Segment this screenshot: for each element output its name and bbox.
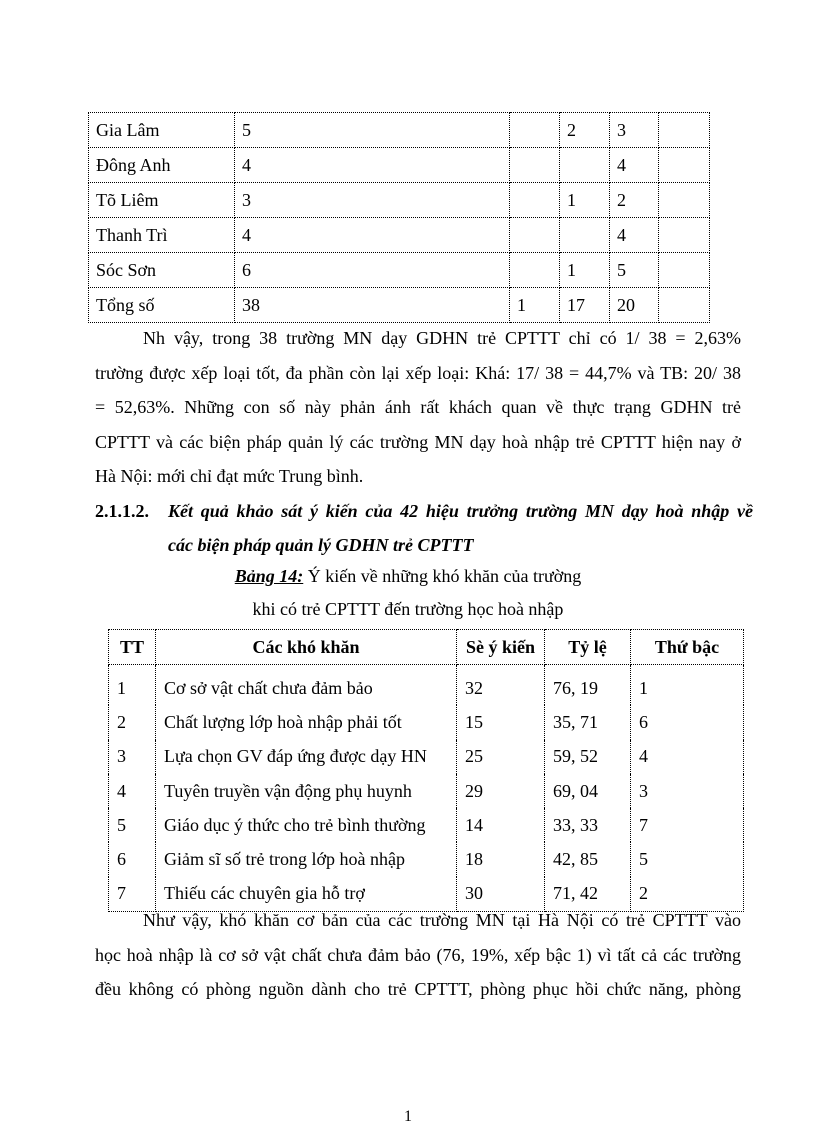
paragraph-line: trường được xếp loại tốt, đa phần còn lại xếp loại: Khá: 17/ 38 = 44,7% và TB: 20/ 38 bbox=[95, 362, 741, 383]
table-cell: 3 bbox=[109, 740, 156, 774]
table-cell: 7 bbox=[631, 808, 744, 842]
table-row bbox=[89, 218, 710, 253]
table-cell: 33, 33 bbox=[545, 808, 631, 842]
heading-line-2: các biện pháp quản lý GDHN trẻ CPTTT bbox=[168, 535, 474, 555]
table-cell bbox=[659, 113, 710, 148]
table-cell bbox=[659, 148, 710, 183]
table-cell: 25 bbox=[457, 740, 545, 774]
table-cell: 14 bbox=[457, 808, 545, 842]
table-row bbox=[109, 842, 744, 876]
table-cell: 38 bbox=[235, 288, 510, 323]
table-label: Bảng 14: bbox=[234, 566, 304, 586]
column-header: Tỷ lệ bbox=[545, 630, 631, 665]
table-cell: 2 bbox=[109, 705, 156, 739]
table-cell bbox=[510, 113, 560, 148]
table-row bbox=[109, 740, 744, 774]
table-row bbox=[89, 253, 710, 288]
table-cell: Thanh Trì bbox=[89, 218, 235, 253]
table-cell: 6 bbox=[631, 705, 744, 739]
column-header: Sè ý kiến bbox=[457, 630, 545, 665]
column-header: Thứ bậc bbox=[631, 630, 744, 665]
table-cell: Giảm sĩ số trẻ trong lớp hoà nhập bbox=[156, 842, 457, 876]
table-cell: 1 bbox=[560, 253, 610, 288]
table-cell: 7 bbox=[109, 877, 156, 912]
table-cell: Cơ sở vật chất chưa đảm bảo bbox=[156, 665, 457, 706]
table-row bbox=[109, 774, 744, 808]
table-cell: 3 bbox=[631, 774, 744, 808]
table-cell: 32 bbox=[457, 665, 545, 706]
paragraph-line: đều không có phòng nguồn dành cho trẻ CPTTT, phòng phục hồi chức năng, phòng bbox=[95, 979, 741, 999]
table-cell: Lựa chọn GV đáp ứng được dạy HN bbox=[156, 740, 457, 774]
paragraph-line: CPTTT và các biện pháp quản lý các trường MN dạy hoà nhập trẻ CPTTT hiện nay ở bbox=[95, 431, 741, 452]
table-cell bbox=[659, 288, 710, 323]
paragraph-line: Nh vậy, trong 38 trường MN dạy GDHN trẻ CPTTT chỉ có 1/ 38 = 2,63% bbox=[143, 328, 741, 348]
table-cell bbox=[560, 218, 610, 253]
table-cell: 4 bbox=[109, 774, 156, 808]
table-cell bbox=[510, 183, 560, 218]
table-cell: 4 bbox=[610, 218, 659, 253]
table-cell bbox=[659, 218, 710, 253]
table-cell: 2 bbox=[610, 183, 659, 218]
table-header-row bbox=[109, 630, 744, 665]
table-row bbox=[109, 808, 744, 842]
table-row bbox=[89, 183, 710, 218]
table-cell: 5 bbox=[610, 253, 659, 288]
table-cell: 4 bbox=[631, 740, 744, 774]
table-cell: Tuyên truyền vận động phụ huynh bbox=[156, 774, 457, 808]
table-cell: 1 bbox=[109, 665, 156, 706]
table-cell: Thiếu các chuyên gia hỗ trợ bbox=[156, 877, 457, 912]
table-row bbox=[89, 148, 710, 183]
table-cell bbox=[659, 253, 710, 288]
table-cell: 5 bbox=[631, 842, 744, 876]
table-cell bbox=[510, 148, 560, 183]
table-row bbox=[89, 113, 710, 148]
table-cell: 4 bbox=[610, 148, 659, 183]
table-cell: 1 bbox=[631, 665, 744, 706]
page-number: 1 bbox=[404, 1108, 412, 1125]
table-cell: 3 bbox=[235, 183, 510, 218]
table-row bbox=[109, 665, 744, 706]
table-cell: 71, 42 bbox=[545, 877, 631, 912]
table-cell bbox=[560, 148, 610, 183]
district-results-table bbox=[88, 112, 710, 323]
table-cell: 4 bbox=[235, 218, 510, 253]
table-cell: 6 bbox=[235, 253, 510, 288]
table-cell bbox=[510, 218, 560, 253]
table-cell: 20 bbox=[610, 288, 659, 323]
section-number: 2.1.1.2. bbox=[95, 501, 149, 521]
summary-paragraph-2 bbox=[95, 903, 741, 1007]
table-cell: 6 bbox=[109, 842, 156, 876]
caption-line-1: Ý kiến về những khó khăn của trường bbox=[303, 566, 582, 586]
table-cell: Đông Anh bbox=[89, 148, 235, 183]
table-cell: 35, 71 bbox=[545, 705, 631, 739]
table-cell: 18 bbox=[457, 842, 545, 876]
column-header: Các khó khăn bbox=[156, 630, 457, 665]
table-cell bbox=[510, 253, 560, 288]
paragraph-line: học hoà nhập là cơ sở vật chất chưa đảm bảo (76, 19%, xếp bậc 1) vì tất cả các trường bbox=[95, 944, 741, 965]
table-cell: 42, 85 bbox=[545, 842, 631, 876]
table-cell: 1 bbox=[510, 288, 560, 323]
table-cell: 2 bbox=[560, 113, 610, 148]
table-row bbox=[109, 705, 744, 739]
table-cell: 59, 52 bbox=[545, 740, 631, 774]
caption-line-2: khi có trẻ CPTTT đến trường học hoà nhập bbox=[252, 599, 564, 619]
table-cell: 76, 19 bbox=[545, 665, 631, 706]
table-row bbox=[89, 288, 710, 323]
table-cell: 1 bbox=[560, 183, 610, 218]
table-cell: 17 bbox=[560, 288, 610, 323]
table-cell: 29 bbox=[457, 774, 545, 808]
table-cell: 2 bbox=[631, 877, 744, 912]
table-cell: Tõ Liêm bbox=[89, 183, 235, 218]
heading-line-1: Kết quả khảo sát ý kiến của 42 hiệu trưởng trường MN dạy hoà nhập về bbox=[168, 501, 753, 521]
table-caption bbox=[0, 560, 816, 592]
table-cell: 15 bbox=[457, 705, 545, 739]
table-cell: Chất lượng lớp hoà nhập phải tốt bbox=[156, 705, 457, 739]
table-cell: 69, 04 bbox=[545, 774, 631, 808]
difficulties-table bbox=[108, 629, 744, 912]
table-cell: Gia Lâm bbox=[89, 113, 235, 148]
table-cell bbox=[659, 183, 710, 218]
table-cell: 5 bbox=[109, 808, 156, 842]
table-cell: 4 bbox=[235, 148, 510, 183]
table-cell: 30 bbox=[457, 877, 545, 912]
column-header: TT bbox=[109, 630, 156, 665]
paragraph-line: Hà Nội: mới chỉ đạt mức Trung bình. bbox=[95, 466, 364, 486]
paragraph-line: Như vậy, khó khăn cơ bản của các trường MN tại Hà Nội có trẻ CPTTT vào bbox=[143, 910, 741, 930]
table-cell: 3 bbox=[610, 113, 659, 148]
table-cell: 5 bbox=[235, 113, 510, 148]
table-cell: Sóc Sơn bbox=[89, 253, 235, 288]
paragraph-line: = 52,63%. Những con số này phản ánh rất khách quan về thực trạng GDHN trẻ bbox=[95, 397, 741, 417]
table-cell: Giáo dục ý thức cho trẻ bình thường bbox=[156, 808, 457, 842]
table-cell: Tổng số bbox=[89, 288, 235, 323]
summary-paragraph-1 bbox=[95, 321, 741, 494]
